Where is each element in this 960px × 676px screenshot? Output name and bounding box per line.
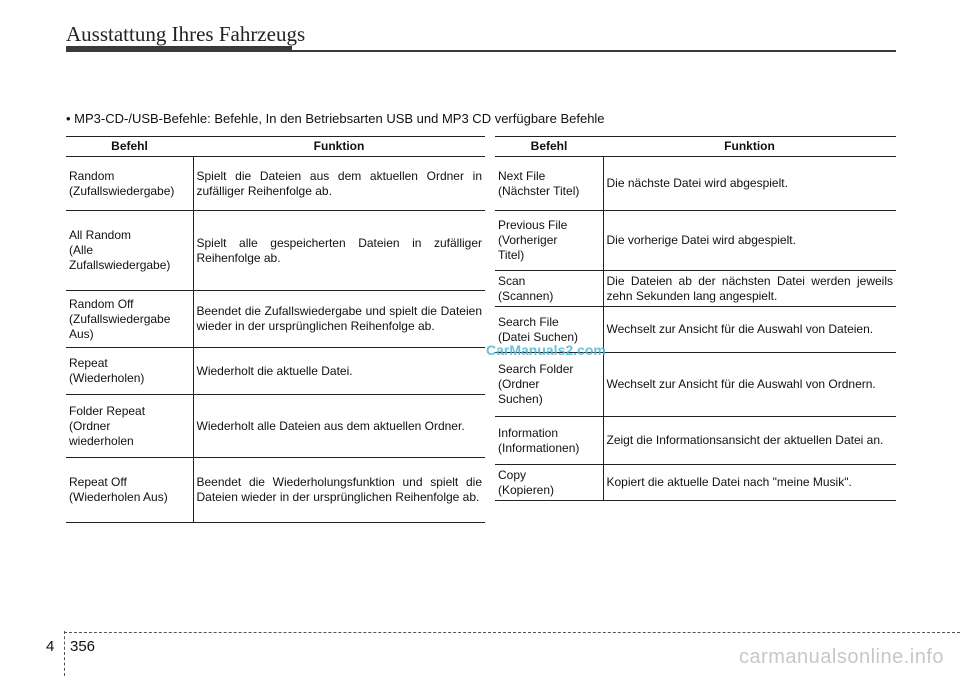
funktion-cell: Spielt alle gespeicherten Dateien in zufälliger Reihenfolge ab.: [193, 211, 485, 291]
left-table-body: [66, 157, 485, 523]
befehl-line: (Wiederholen): [69, 371, 145, 385]
befehl-line: Search File: [498, 314, 559, 329]
befehl-line: (Ordner: [69, 418, 111, 433]
befehl-cell: [66, 348, 193, 395]
befehl-line: Titel): [498, 248, 525, 262]
befehl-cell: [66, 291, 193, 348]
right-command-table: [495, 136, 896, 501]
funktion-cell: Wiederholt alle Dateien aus dem aktuellen Ordner.: [193, 395, 485, 458]
chapter-number: 4: [46, 638, 55, 655]
funktion-cell: Die vorherige Datei wird abgespielt.: [603, 211, 896, 271]
befehl-line: (Zufallswiedergabe): [69, 183, 175, 198]
befehl-line: wiederholen: [69, 433, 134, 448]
table-row: [66, 157, 485, 211]
page-number: [46, 638, 95, 655]
befehl-line: Repeat Off: [69, 475, 127, 489]
befehl-line: (Informationen): [498, 440, 580, 455]
table-row: [66, 395, 485, 458]
column-header-funktion: Funktion: [193, 137, 485, 157]
funktion-cell: Kopiert die aktuelle Datei nach "meine Musik".: [603, 465, 896, 501]
table-row: [495, 271, 896, 307]
befehl-cell: [66, 157, 193, 211]
table-row: [66, 348, 485, 395]
befehl-line: Aus): [69, 326, 94, 341]
table-row: [66, 458, 485, 523]
befehl-line: (Ordner: [498, 377, 540, 391]
page-number-value: 356: [70, 638, 96, 655]
befehl-cell: [66, 458, 193, 523]
funktion-cell: Spielt die Dateien aus dem aktuellen Ordner in zufälliger Reihenfolge ab.: [193, 157, 485, 211]
befehl-line: (Wiederholen Aus): [69, 490, 168, 504]
funktion-cell: Wechselt zur Ansicht für die Auswahl von Dateien.: [603, 307, 896, 353]
table-row: [495, 353, 896, 417]
befehl-line: Zufallswiedergabe): [69, 258, 171, 272]
befehl-line: (Zufallswiedergabe: [69, 311, 171, 326]
befehl-line: Information: [498, 425, 559, 440]
befehl-line: (Scannen): [498, 288, 554, 303]
table-row: [495, 465, 896, 501]
funktion-cell: Zeigt die Informationsansicht der aktuellen Datei an.: [603, 417, 896, 465]
befehl-line: (Datei Suchen): [498, 329, 579, 344]
funktion-cell: Wechselt zur Ansicht für die Auswahl von Ordnern.: [603, 353, 896, 417]
befehl-line: All Random: [69, 228, 132, 242]
funktion-cell: Beendet die Zufallswiedergabe und spielt die Dateien wieder in der ursprünglichen Reihenfolge ab.: [193, 291, 485, 348]
table-row: [495, 211, 896, 271]
befehl-line: Copy: [498, 467, 527, 482]
befehl-line: Suchen): [498, 392, 543, 406]
befehl-cell: [495, 465, 603, 501]
left-command-table: [66, 136, 485, 523]
befehl-cell: [66, 211, 193, 291]
right-table-body: [495, 157, 896, 501]
befehl-line: Scan: [498, 273, 526, 288]
befehl-line: Previous File: [498, 218, 568, 232]
funktion-cell: Die nächste Datei wird abgespielt.: [603, 157, 896, 211]
intro-text: • MP3-CD-/USB-Befehle: Befehle, In den Betriebsarten USB und MP3 CD verfügbare Befehle: [66, 111, 605, 126]
table-row: [66, 291, 485, 348]
befehl-line: Random: [69, 168, 115, 183]
column-header-befehl: Befehl: [66, 137, 193, 157]
befehl-line: (Alle: [69, 243, 94, 257]
footer-rule: [64, 632, 960, 633]
befehl-cell: [495, 353, 603, 417]
befehl-line: (Kopieren): [498, 482, 555, 497]
befehl-line: Search Folder: [498, 362, 574, 376]
befehl-cell: [495, 211, 603, 271]
header-accent-bar: [66, 46, 292, 52]
column-header-funktion: Funktion: [603, 137, 896, 157]
befehl-line: Random Off: [69, 296, 134, 311]
table-row: [495, 417, 896, 465]
footer-site-text: carmanualsonline.info: [738, 646, 944, 668]
befehl-line: (Vorheriger: [498, 233, 558, 247]
befehl-line: Next File: [498, 168, 546, 183]
befehl-cell: [495, 157, 603, 211]
befehl-line: Repeat: [69, 356, 108, 370]
funktion-cell: Wiederholt die aktuelle Datei.: [193, 348, 485, 395]
befehl-cell: [495, 417, 603, 465]
befehl-cell: [66, 395, 193, 458]
watermark: CarManuals2.com: [486, 342, 606, 358]
page-header-title: Ausstattung Ihres Fahrzeugs: [66, 22, 306, 46]
befehl-line: Folder Repeat: [69, 403, 146, 418]
table-row: [66, 211, 485, 291]
befehl-cell: [495, 271, 603, 307]
column-header-befehl: Befehl: [495, 137, 603, 157]
befehl-line: (Nächster Titel): [498, 183, 580, 198]
funktion-cell: Die Dateien ab der nächsten Datei werden jeweils zehn Sekunden lang angespielt.: [603, 271, 896, 307]
funktion-cell: Beendet die Wiederholungsfunktion und spielt die Dateien wieder in der ursprünglichen Reihenfolge ab.: [193, 458, 485, 523]
table-row: [495, 157, 896, 211]
